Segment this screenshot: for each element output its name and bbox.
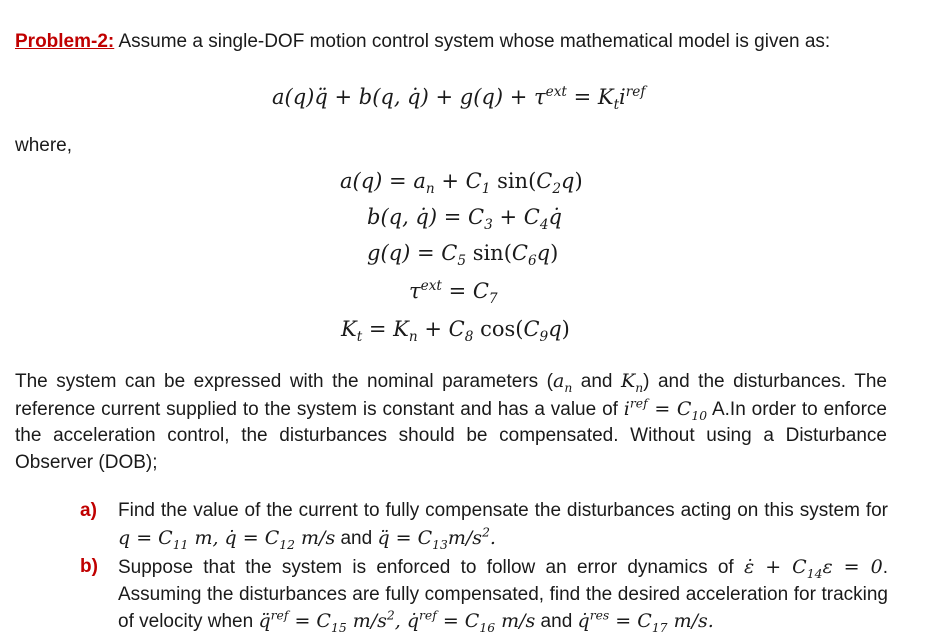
definition-b: b(q, q̇) = $C_3$ + $C_4q̇$ — [367, 205, 562, 234]
definition-tau: $\tau^{ext} = C_7$ — [409, 278, 498, 308]
para-text-3: ) and the disturbances. The reference current supplied to the system is constant and has a value of — [15, 371, 887, 420]
main-equation: a(q)q̈ + b(q, q̇) + $g(q) + \tau^{ext} = K_ti^{ref}$ — [272, 84, 646, 114]
question-b-text-3: and — [535, 611, 578, 632]
definition-a: $a(q) = a_n + C_1$ $\sin(C_2q)$ — [340, 169, 583, 198]
question-a-expr-2: q̈ = $C_{13}m/s^2$. — [377, 525, 496, 552]
iref-expression: $i^{ref} = C_{10}$ — [623, 396, 708, 423]
question-b-expr-2: q̈$^{ref}$ = $C_{15}$ $m/s^2$, q̇$^{ref}$ = $C_{16}$ m/s — [258, 608, 536, 635]
question-b — [80, 554, 888, 636]
where-label: where, — [15, 135, 73, 156]
definition-g: $g(q) = C_5$ $\sin(C_6q)$ — [367, 241, 559, 270]
para-text-2: and — [572, 371, 621, 392]
definition-kt: $K_t = K_n + C_8$ $\cos(C_9q)$ — [341, 317, 570, 346]
kn-symbol: $K_n$ — [620, 370, 644, 395]
question-b-text-1: Suppose that the system is enforced to follow an error dynamics of — [118, 557, 744, 578]
an-symbol: $a_n$ — [553, 370, 573, 395]
problem-statement: Assume a single-DOF motion control system whose mathematical model is given as: — [114, 31, 831, 52]
para-text-4: A.In order to enforce the acceleration control, the disturbances should be compensated. Without using a Disturbance Observer (DOB); — [15, 398, 887, 473]
question-b-text-2: . Assuming the disturbances are fully compensated, find the desired acceleration for tracking of velocity when — [118, 557, 889, 632]
question-a-expr-1: $q = C_{11}$ m, q̇ = $C_{12}$ m/s — [118, 526, 336, 552]
question-b-expr-3: q̇$^{res}$ = $C_{17}$ m/s. — [577, 608, 714, 635]
problem-label: Problem-2: — [15, 31, 115, 52]
description-paragraph — [15, 368, 887, 476]
para-text-1: The system can be expressed with the nominal parameters ( — [15, 371, 553, 392]
question-a-marker: a) — [80, 500, 97, 521]
question-a — [80, 498, 888, 552]
question-b-expr-1: ε̇ + $C_{14}\varepsilon = 0$ — [744, 556, 883, 581]
question-list — [80, 498, 888, 638]
question-a-text-2: and — [335, 527, 378, 549]
question-b-marker: b) — [80, 556, 98, 577]
question-a-text-1: Find the value of the current to fully compensate the disturbances acting on this system for — [118, 500, 888, 521]
problem-heading — [15, 30, 830, 54]
